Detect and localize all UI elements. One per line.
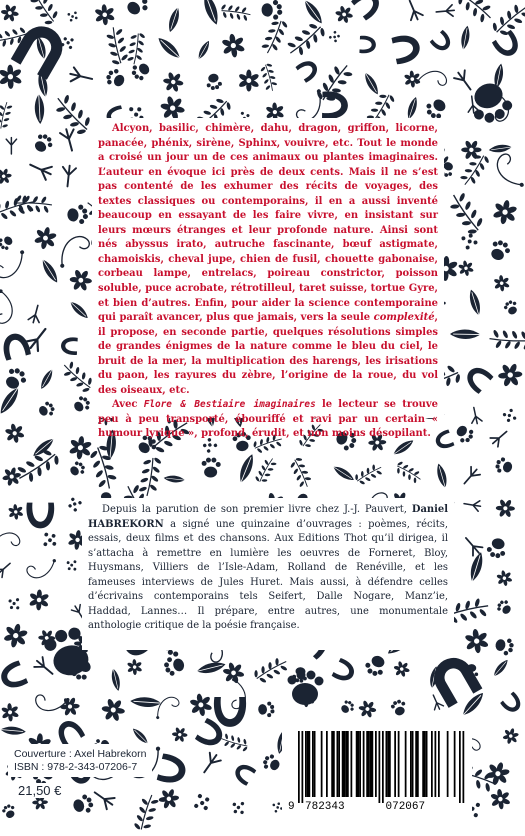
paw-print-icon: [202, 458, 221, 478]
barcode-bar: [431, 731, 433, 797]
barcode-bar: [389, 731, 391, 797]
hoof-print-icon: [430, 30, 455, 55]
leaf-icon: [166, 5, 182, 34]
barcode-first-digit: 9: [288, 801, 295, 813]
bird-track-icon: [60, 127, 79, 152]
flower-icon: [188, 692, 214, 719]
leaf-icon: [38, 366, 56, 390]
cover-credit: Couverture : Axel Habrekorn: [14, 748, 147, 760]
flower-icon: [64, 432, 96, 464]
bird-track-icon: [61, 165, 76, 187]
leaf-icon: [34, 92, 45, 124]
flower-icon: [94, 3, 116, 26]
barcode-bar: [370, 731, 372, 797]
paw-print-icon: [71, 793, 95, 817]
swirl-vine-icon: [26, 559, 59, 580]
flower-icon: [486, 785, 514, 813]
branch-icon: [284, 18, 328, 60]
barcode-bar: [331, 731, 333, 797]
flower-icon: [100, 697, 126, 723]
barcode-bar: [307, 731, 309, 797]
isbn-line: ISBN : 978-2-343-07206-7: [14, 761, 138, 773]
hoof-print-icon: [231, 761, 256, 786]
blurb-paragraph-1: [98, 123, 438, 396]
barcode-bar: [422, 731, 424, 797]
branch-icon: [104, 25, 130, 66]
barcode-bar: [415, 731, 417, 797]
paw-print-icon: [339, 698, 357, 716]
flower-icon: [355, 697, 380, 722]
paw-print-icon: [453, 422, 477, 446]
branch-icon: [393, 460, 424, 486]
flower-icon: [169, 724, 190, 745]
branch-icon: [489, 0, 525, 41]
branch-icon: [132, 792, 160, 833]
leaf-icon: [194, 660, 227, 677]
hoof-print-icon: [351, 0, 385, 21]
blurb-run: , il propose, en seconde partie, quelques résolutions simples de grandes énigmes de la nature comme le bleu du ciel, le bruit de la mer, la multiplication des harengs, les irisations du paon, les rayures du zèbre, l’origine de la roue, du vol des oiseaux, etc.: [98, 312, 438, 396]
leaf-icon: [236, 453, 257, 487]
branch-icon: [353, 461, 385, 487]
barcode-bar: [344, 731, 346, 797]
branch-icon: [126, 31, 146, 65]
barcode-bar: [438, 731, 440, 797]
barcode-bar: [410, 731, 412, 797]
barcode-bar: [359, 731, 361, 797]
bird-track-icon: [27, 158, 54, 181]
swirl-vine-icon: [415, 68, 448, 88]
barcode-bar: [435, 731, 437, 797]
barcode-bar: [356, 731, 358, 797]
bird-track-icon: [463, 498, 481, 511]
leaf-icon: [361, 70, 381, 97]
barcode-bar: [463, 731, 465, 803]
hoof-print-icon: [61, 337, 78, 355]
branch-icon: [0, 101, 13, 131]
blurb-run: le lecteur se trouve peu à peu transporté, ébouriffé et ravi par un certain « humour lyrique », profond, érudit, et non moins désopilant.: [98, 399, 439, 440]
berry-cluster-icon: [66, 495, 84, 513]
paw-print-icon: [487, 238, 512, 264]
swirl-vine-icon: [34, 692, 70, 715]
berry-cluster-icon: [41, 531, 59, 549]
flower-icon: [458, 136, 485, 164]
flower-icon: [491, 273, 512, 294]
barcode-bar: [302, 731, 304, 803]
leaf-icon: [450, 329, 483, 339]
barcode-bar: [459, 731, 461, 803]
barcode-bar: [372, 731, 374, 797]
flower-icon: [0, 700, 22, 724]
paw-print-icon: [486, 536, 508, 559]
paw-print-icon: [104, 66, 128, 90]
bird-track-icon: [28, 304, 44, 324]
bio-run: a signé une quinzaine d’ouvrages : poèmes, récits, essais, deux films et des chansons. Aux Editions Thot qu’il dirigea, il s’attacha à remettre en lumière les oeuvres de Forneret, Bloy, Huysmans, Villiers de l’Isle-Adam, Rolland de Renéville, et les fameuses interviews de Jules Huret. Mais aussi, à défendre celles d’écrivains contemporains tels Seifert, Dalle Nogare, Manz’ie, Haddad, Lannes… Il prépare, entre autres, une monumentale anthologie critique de la poésie française.: [88, 518, 448, 632]
barcode-bar: [405, 731, 407, 797]
hoof-print-icon: [322, 91, 348, 119]
book-blurb: [98, 122, 438, 442]
leaf-icon: [300, 0, 325, 26]
credits-block: [8, 744, 152, 777]
barcode-bar: [333, 731, 335, 797]
leaf-icon: [458, 690, 486, 720]
berry-cluster-icon: [231, 800, 247, 816]
barcode-bar: [398, 731, 400, 797]
flower-icon: [25, 586, 54, 615]
barcode-bar: [342, 731, 344, 797]
paw-print-icon: [261, 0, 283, 21]
flower-icon: [392, 659, 412, 679]
flower-icon: [494, 568, 514, 588]
barcode-bar: [298, 731, 300, 803]
barcode-panel: [282, 725, 472, 825]
blurb-paragraph-2: [98, 399, 438, 439]
hoof-print-icon: [157, 753, 189, 786]
bird-track-icon: [436, 5, 455, 18]
swirl-vine-icon: [0, 250, 31, 282]
branch-icon: [259, 62, 279, 93]
barcode-bar: [382, 731, 384, 803]
swirl-vine-icon: [0, 289, 16, 325]
flower-icon: [160, 69, 186, 95]
paw-print-icon: [258, 701, 275, 718]
barcode-bar: [305, 731, 307, 797]
bio-run: Daniel HABREKORN: [88, 504, 448, 530]
branch-icon: [220, 732, 251, 752]
barcode-bar: [309, 731, 311, 797]
price-label: 21,50 €: [14, 783, 65, 798]
leaf-icon: [155, 35, 184, 63]
flower-icon: [0, 619, 33, 653]
hoof-print-icon: [500, 691, 525, 715]
branch-icon: [445, 189, 488, 238]
swirl-vine-icon: [51, 232, 93, 269]
leaf-icon: [459, 25, 471, 52]
leaf-icon: [467, 551, 486, 585]
flower-icon: [497, 362, 523, 388]
flower-icon: [457, 259, 475, 277]
paw-print-icon: [2, 365, 30, 393]
bird-track-icon: [199, 751, 222, 776]
barcode-bar: [412, 731, 414, 797]
leaf-icon: [67, 298, 90, 321]
barcode-bar: [447, 731, 449, 797]
hoof-print-icon: [0, 331, 31, 361]
paw-print-icon: [31, 131, 55, 156]
berry-cluster-icon: [7, 597, 21, 611]
leaf-icon: [330, 463, 356, 484]
barcode-bar: [379, 731, 381, 803]
berry-cluster-icon: [461, 233, 479, 251]
flower-icon: [219, 658, 249, 688]
flower-icon: [333, 3, 355, 25]
branch-icon: [138, 455, 163, 498]
hoof-print-icon: [331, 658, 357, 685]
berry-cluster-icon: [65, 559, 78, 572]
flower-icon: [0, 2, 21, 25]
barcode-bar: [387, 731, 389, 797]
branch-icon: [253, 455, 278, 486]
leaf-icon: [491, 658, 511, 680]
swirl-vine-icon: [494, 152, 525, 193]
branch-icon: [251, 654, 290, 686]
flower-icon: [0, 165, 15, 187]
hoof-print-icon: [214, 697, 246, 727]
bird-track-icon: [469, 406, 483, 424]
flower-icon: [0, 60, 27, 93]
barcode-bar: [454, 731, 456, 797]
paw-print-icon: [495, 598, 514, 617]
flower-icon: [495, 499, 515, 518]
berry-cluster-icon: [328, 30, 342, 44]
bio-paragraph: [88, 504, 448, 631]
bird-track-icon: [453, 69, 476, 94]
barcode-left-digits: 782343: [305, 801, 345, 813]
leaf-icon: [200, 0, 222, 26]
leaf-icon: [435, 463, 450, 491]
blurb-run: Flore & Bestiaire imaginaires: [143, 399, 316, 411]
paw-print-icon: [66, 204, 89, 226]
bird-track-icon: [69, 67, 94, 86]
barcode-bar: [351, 731, 353, 797]
paw-print-icon: [1, 803, 18, 820]
barcode-bar: [337, 731, 339, 797]
hoof-print-icon: [26, 503, 54, 529]
barcode-bar: [312, 731, 314, 797]
flower-icon: [124, 657, 145, 678]
big-paw-icon: [288, 671, 324, 706]
leaf-icon: [467, 288, 483, 318]
author-biography: [88, 503, 448, 634]
barcode-bar: [426, 731, 428, 797]
paw-print-icon: [261, 752, 283, 773]
barcode-bar: [394, 731, 396, 797]
flower-icon: [3, 421, 27, 445]
paw-print-icon: [71, 394, 93, 415]
branch-icon: [288, 456, 314, 490]
bird-track-icon: [33, 656, 57, 679]
barcode-bar: [366, 731, 368, 797]
flower-icon: [460, 624, 494, 658]
swirl-vine-icon: [0, 532, 20, 549]
bird-track-icon: [6, 138, 16, 154]
paw-print-icon: [123, 0, 152, 19]
flower-icon: [7, 503, 24, 520]
swirl-vine-icon: [150, 694, 181, 720]
paw-print-icon: [502, 298, 520, 316]
paw-print-icon: [37, 400, 57, 420]
barcode-bar: [326, 731, 328, 797]
blurb-run: Alcyon, basilic, chimère, dahu, dragon, griffon, licorne, panacée, phénix, sirène, Sphinx, vouivre, etc. Tout le monde a croisé un jour un de ces animaux ou plantes imaginaires. L’auteur en évoque ici près de deux cents. Mais il ne s’est pas contenté de les exhumer des récits de voyages, des textes classiques ou contemporains, il en a aussi inventé beaucoup en essayant de les faire vivre, en insistant sur leurs mœurs étranges et leur profonde nature. Ainsi sont nés abyssus irato, autruche fascinante, bœuf astigmate, chamoiskis, cheval jupe, chien de fusil, chouette gabonaise, corbeau lampe, entrelacs, poireau constrictor, poisson soluble, puce acrobate, rétrotilleul, taret suisse, tortue Gyre, et bien d’autres. Enfin, pour aider la science contemporaine qui paraît avancer, plus que jamais, vers la seule: [98, 123, 438, 324]
barcode-bar: [345, 731, 347, 797]
branch-icon: [219, 3, 251, 21]
branch-icon: [452, 0, 496, 26]
leaf-icon: [38, 256, 60, 285]
barcode-bar: [358, 731, 360, 797]
flower-icon: [57, 694, 83, 720]
paw-print-icon: [162, 654, 186, 677]
paw-print-icon: [390, 698, 409, 717]
berry-cluster-icon: [192, 792, 213, 813]
paw-print-icon: [67, 459, 87, 479]
hoof-print-icon: [391, 32, 422, 64]
paw-print-icon: [205, 72, 223, 91]
bird-track-icon: [91, 787, 116, 811]
barcode-bar: [386, 731, 388, 797]
paw-print-icon: [494, 456, 514, 475]
barcode-bar: [368, 731, 370, 797]
flower-icon: [501, 727, 520, 746]
paw-print-icon: [363, 652, 389, 678]
branch-icon: [260, 16, 290, 56]
leaf-icon: [130, 696, 164, 708]
paw-print-icon: [494, 636, 515, 656]
ean-barcode: [286, 729, 468, 813]
barcode-bar: [424, 731, 426, 797]
hoof-print-icon: [295, 57, 321, 83]
branch-icon: [489, 329, 525, 351]
barcode-bar: [375, 731, 377, 797]
hoof-print-icon: [0, 660, 28, 692]
bird-track-icon: [404, 0, 424, 22]
bird-track-icon: [460, 465, 481, 487]
barcode-right-digits: 072067: [385, 801, 426, 813]
paw-print-icon: [0, 233, 15, 252]
bird-track-icon: [0, 559, 14, 578]
leaf-icon: [195, 39, 211, 62]
blurb-run: Avec: [112, 399, 144, 411]
berry-cluster-icon: [502, 408, 517, 423]
bio-run: Depuis la parution de son premier livre chez J.-J. Pauvert,: [102, 504, 412, 515]
paw-print-icon: [129, 59, 153, 83]
flower-icon: [491, 198, 519, 227]
bird-track-icon: [489, 427, 510, 448]
barcode-bar: [363, 731, 365, 797]
hoof-print-icon: [462, 362, 494, 394]
flower-icon: [217, 29, 250, 62]
barcode-bar: [321, 731, 323, 797]
barcode-bar: [314, 731, 316, 797]
branch-icon: [26, 0, 62, 28]
hoof-print-icon: [359, 36, 376, 54]
leaf-icon: [488, 143, 513, 154]
leaf-icon: [0, 725, 26, 735]
barcode-bar: [338, 731, 340, 797]
leaf-icon: [109, 666, 121, 691]
barcode-bar: [417, 731, 419, 797]
flower-icon: [156, 785, 182, 812]
flower-icon: [234, 66, 264, 96]
barcode-bar: [347, 731, 349, 797]
berry-cluster-icon: [67, 11, 77, 21]
flower-icon: [30, 222, 62, 253]
leaf-icon: [163, 475, 186, 484]
blurb-run: complexité: [373, 312, 435, 324]
